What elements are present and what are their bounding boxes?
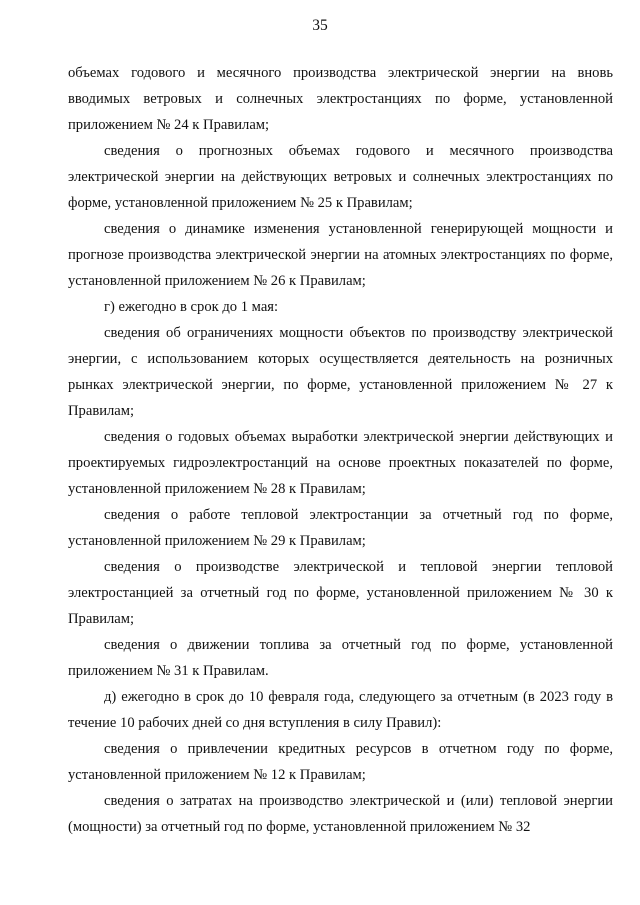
paragraph: сведения о динамике изменения установленной генерирующей мощности и прогнозе производства электрической энергии на атомных электростанциях по форме, установленной приложением № 26 к Правилам;	[68, 221, 613, 289]
paragraph: сведения об ограничениях мощности объектов по производству электрической энергии, с использованием которых осуществляется деятельность на розничных рынках электрической энергии, по форме, установленной приложением № 27 к Правилам;	[68, 325, 613, 419]
paragraph: сведения о затратах на производство электрической и (или) тепловой энергии (мощности) за отчетный год по форме, установленной приложением № 32	[68, 793, 613, 835]
paragraph: сведения о движении топлива за отчетный год по форме, установленной приложением № 31 к Правилам.	[68, 637, 613, 679]
document-body	[68, 60, 613, 840]
paragraph: сведения о производстве электрической и тепловой энергии тепловой электростанцией за отчетный год по форме, установленной приложением № 30 к Правилам;	[68, 559, 613, 627]
paragraph: сведения о годовых объемах выработки электрической энергии действующих и проектируемых гидроэлектростанций на основе проектных показателей по форме, установленной приложением № 28 к Правилам;	[68, 429, 613, 497]
paragraph-continuation: объемах годового и месячного производства электрической энергии на вновь вводимых ветровых и солнечных электростанциях по форме, установленной приложением № 24 к Правилам;	[68, 65, 613, 133]
paragraph: сведения о работе тепловой электростанции за отчетный год по форме, установленной приложением № 29 к Правилам;	[68, 507, 613, 549]
page-number: 35	[312, 17, 328, 34]
paragraph: сведения о привлечении кредитных ресурсов в отчетном году по форме, установленной приложением № 12 к Правилам;	[68, 741, 613, 783]
paragraph-subitem-g: г) ежегодно в срок до 1 мая:	[104, 299, 279, 315]
paragraph: сведения о прогнозных объемах годового и месячного производства электрической энергии на действующих ветровых и солнечных электростанциях по форме, установленной приложением № 25 к Правилам;	[68, 143, 613, 211]
paragraph-subitem-d: д) ежегодно в срок до 10 февраля года, следующего за отчетным (в 2023 году в течение 10 рабочих дней со дня вступления в силу Правил):	[68, 689, 613, 731]
